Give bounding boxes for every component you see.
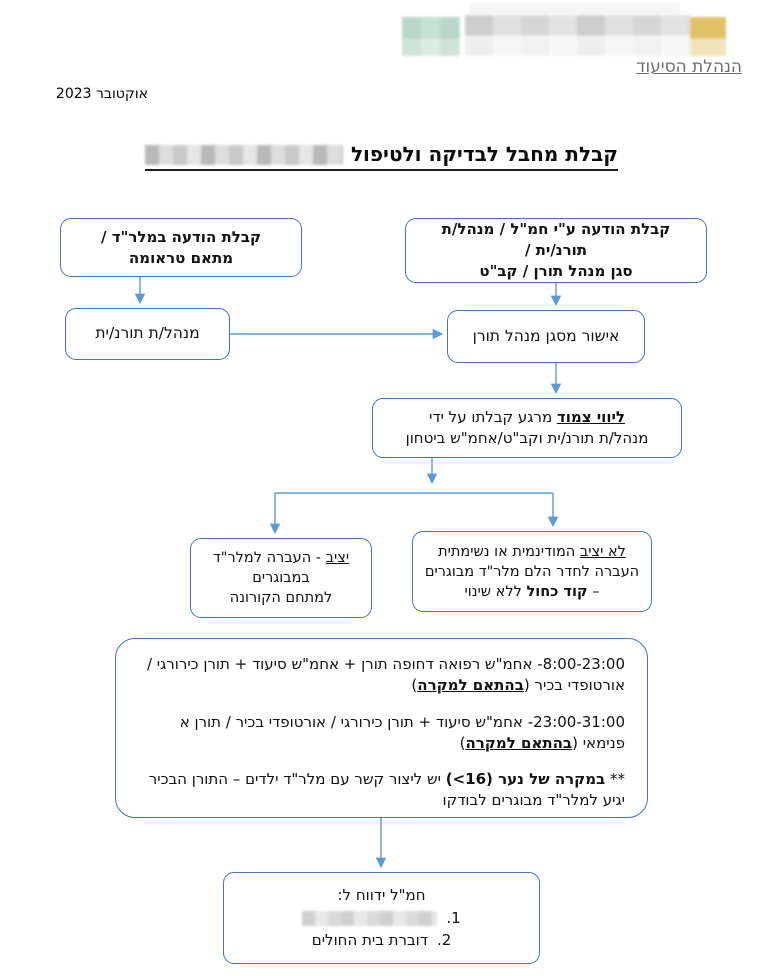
page-title: קבלת מחבל לבדיקה ולטיפול	[350, 142, 618, 166]
staffing-shift-night: 23:00-31:00- אחמ"ש סיעוד + תורן כירורגי / אורטופדי בכיר / תורן א פנימאי (בהתאם למקרה)	[179, 712, 625, 752]
staffing-minor-note: ** במקרה של נער (<16) יש ליצור קשר עם מלר"ד ילדים – התורן הבכיר יגיע למלר"ד מבוגרים לבודקו	[148, 770, 625, 810]
redacted-title-text	[145, 145, 343, 165]
node-text: קבלת הודעה במלר"ד /	[101, 227, 261, 246]
node-close-escort	[372, 398, 682, 458]
node-text: במבוגרים	[252, 570, 310, 586]
node-duty-manager	[65, 308, 230, 360]
item-text: דוברת בית החולים	[311, 931, 428, 950]
org-label: הנהלת הסיעוד	[636, 57, 742, 77]
item-number: 2.	[436, 931, 452, 950]
node-deputy-approval	[447, 310, 645, 363]
node-unstable-branch	[412, 531, 652, 612]
node-staffing-schedule	[115, 638, 648, 818]
node-text: סגן מנהל תורן / קב"ט	[479, 261, 633, 280]
node-text: קבלת הודעה ע"י חמ"ל / מנהל/ת תורנ/ית /	[441, 220, 671, 260]
node-warroom-report	[223, 872, 540, 964]
node-text: למתחם הקורונה	[229, 590, 333, 606]
staffing-shift-day: 8:00-23:00- אחמ"ש רפואה דחופה תורן + אחמ"ש סיעוד + תורן כירורגי / אורטופדי בכיר (בהתאם למקרה)	[146, 655, 625, 695]
report-item-2	[232, 929, 531, 952]
document-title-row	[145, 142, 618, 171]
node-receive-notice-er	[60, 218, 302, 277]
redacted-report-recipient	[302, 911, 437, 926]
node-text: מתאם טראומה	[128, 248, 234, 267]
node-text: יציב - העברה למלר"ד	[212, 550, 350, 566]
node-text: – קוד כחול ללא שינוי	[464, 583, 600, 600]
report-title: חמ"ל ידווח ל:	[337, 886, 426, 905]
node-text: אישור מסגן מנהל תורן	[472, 326, 620, 345]
node-text: לא יציב המודינמית או נשימתית	[438, 543, 626, 560]
node-text: ליווי צמוד מרגע קבלתו על ידי	[429, 408, 625, 427]
node-text: מנהל/ת תורנ/ית	[95, 324, 200, 343]
item-number: 1.	[446, 908, 461, 927]
node-text: העברה לחדר הלם מלר"ד מבוגרים	[424, 563, 640, 580]
node-stable-branch	[190, 538, 372, 618]
document-date: אוקטובר 2023	[55, 86, 148, 102]
node-receive-notice-warroom	[405, 218, 707, 283]
node-text: מנהל/ת תורנ/ית וקב"ט/אחמ"ש ביטחון	[405, 429, 649, 447]
report-item-1	[232, 907, 531, 930]
